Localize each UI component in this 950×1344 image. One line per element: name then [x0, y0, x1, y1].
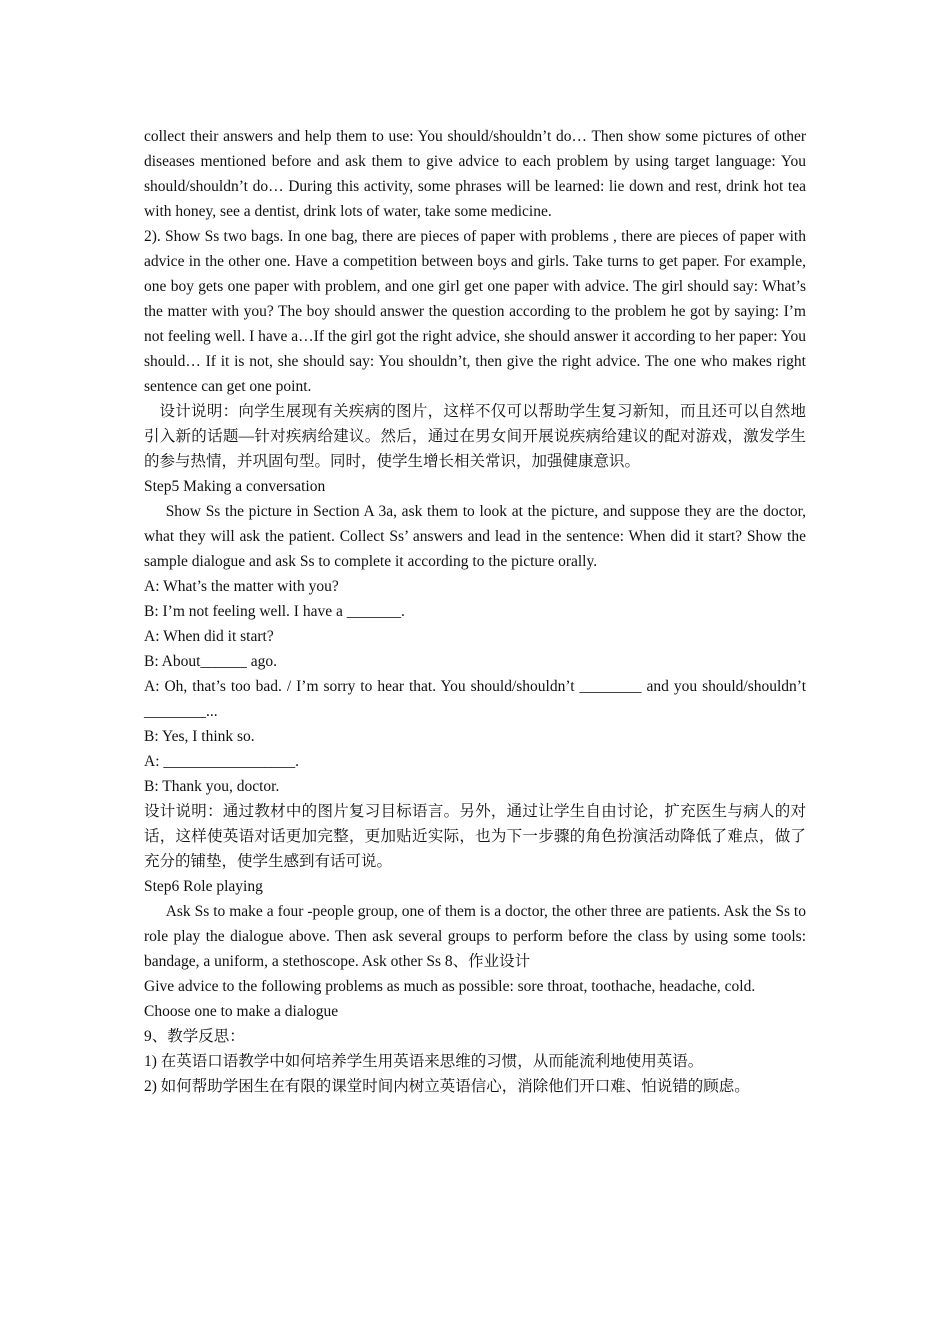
reflection-item: 1) 在英语口语教学中如何培养学生用英语来思维的习惯，从而能流利地使用英语。	[144, 1053, 704, 1070]
dialogue-line: A: When did it start?	[144, 628, 274, 645]
dialogue-line: A: What’s the matter with you?	[144, 578, 339, 595]
reflection-item: 2) 如何帮助学困生在有限的课堂时间内树立英语信心，消除他们开口难、怕说错的顾虑。	[144, 1078, 750, 1095]
design-note-1: 设计说明：向学生展现有关疾病的图片，这样不仅可以帮助学生复习新知，而且还可以自然地引入新的话题—针对疾病给建议。然后，通过在男女间开展说疾病给建议的配对游戏，激发学生的参与热情，并巩固句型。同时，使学生增长相关常识，加强健康意识。	[144, 403, 806, 470]
dialogue-line: B: About______ ago.	[144, 653, 278, 670]
dialogue-line: A: _________________.	[144, 753, 299, 770]
document-body	[144, 124, 806, 1099]
dialogue-line: A: Oh, that’s too bad. / I’m sorry to hear that. You should/shouldn’t ________ and you should/shouldn’t ________...	[144, 678, 806, 720]
paragraph-competition: 2). Show Ss two bags. In one bag, there are pieces of paper with problems , there are pieces of paper with advice in the other one. Have a competition between boys and girls. Take turns to get paper. For example, one boy gets one paper with problem, and one girl get one paper with advice. The girl should say: What’s the matter with you? The boy should answer the question according to the problem he got by saying: I’m not feeling well. I have a…If the girl got the right advice, she should answer it according to her paper: You should… If it is not, she should say: You shouldn’t, then give the right advice. The one who makes right sentence can get one point.	[144, 228, 806, 395]
design-note-2: 设计说明：通过教材中的图片复习目标语言。另外，通过让学生自由讨论，扩充医生与病人的对话，这样使英语对话更加完整，更加贴近实际，也为下一步骤的角色扮演活动降低了难点，做了充分的铺垫，使学生感到有话可说。	[144, 803, 806, 870]
dialogue-line: B: Yes, I think so.	[144, 728, 255, 745]
section9-heading: 9、教学反思：	[144, 1028, 245, 1045]
step5-heading: Step5 Making a conversation	[144, 478, 326, 495]
paragraph-step5: Show Ss the picture in Section A 3a, ask them to look at the picture, and suppose they are the doctor, what they will ask the patient. Collect Ss’ answers and lead in the sentence: When did it start? Show the sample dialogue and ask Ss to complete it according to the picture orally.	[144, 503, 806, 570]
paragraph-step6: Ask Ss to make a four -people group, one of them is a doctor, the other three are patients. Ask the Ss to role play the dialogue above. Then ask several groups to perform before the class by using some tools: bandage, a uniform, a stethoscope. Ask other Ss 8、作业设计	[144, 903, 806, 970]
dialogue-line: B: I’m not feeling well. I have a _______.	[144, 603, 405, 620]
homework-dialogue: Choose one to make a dialogue	[144, 1003, 339, 1020]
paragraph-advice-pictures: collect their answers and help them to use: You should/shouldn’t do… Then show some pictures of other diseases mentioned before and ask them to give advice to each problem by using target language: You should/shouldn’t do… During this activity, some phrases will be learned: lie down and rest, drink hot tea with honey, see a dentist, drink lots of water, take some medicine.	[144, 128, 806, 220]
step6-heading: Step6 Role playing	[144, 878, 263, 895]
homework-paragraph: Give advice to the following problems as much as possible: sore throat, toothache, headache, cold.	[144, 978, 756, 995]
dialogue-line: B: Thank you, doctor.	[144, 778, 280, 795]
